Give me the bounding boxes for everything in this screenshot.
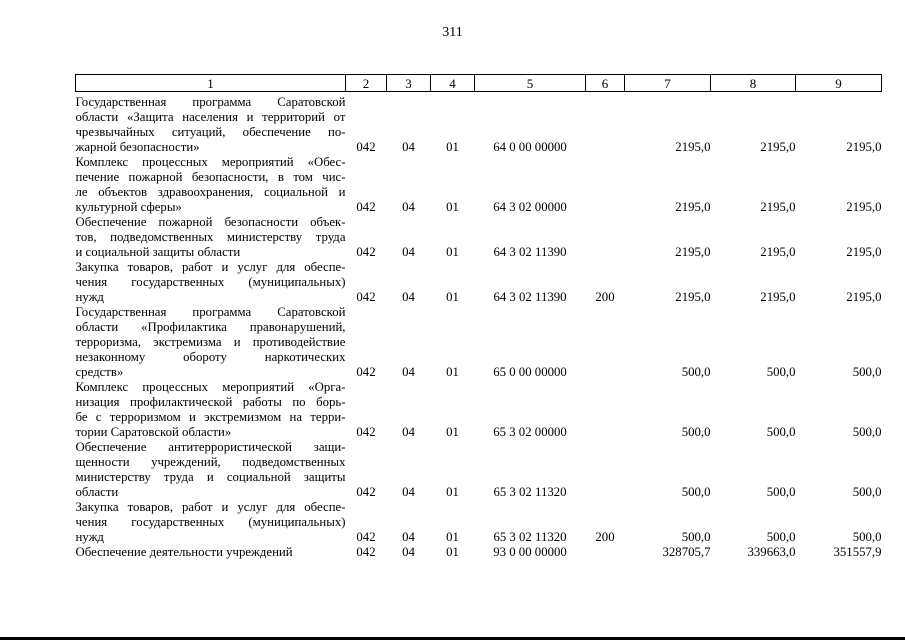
table-row — [76, 440, 882, 500]
cell-col-9: 2195,0 — [846, 290, 882, 304]
cell-col-3: 04 — [402, 200, 415, 214]
cell-col-2: 042 — [356, 485, 376, 499]
table-body — [76, 92, 882, 561]
cell-col-2: 042 — [356, 140, 376, 154]
cell-col-6 — [586, 215, 625, 260]
cell-col-4: 01 — [446, 200, 459, 214]
cell-col-3: 04 — [402, 545, 415, 559]
row-name-cell — [76, 380, 346, 440]
row-name-line: Государственная программа Саратовской — [75, 95, 346, 109]
cell-col-9: 500,0 — [852, 485, 882, 499]
row-name-line: бе с терроризмом и экстремизмом на терри- — [75, 410, 346, 424]
row-name-line: нужд — [75, 290, 104, 304]
row-name-line: средств» — [75, 365, 124, 379]
cell-col-7: 2195,0 — [675, 290, 711, 304]
cell-col-5: 64 0 00 00000 — [493, 140, 567, 154]
row-name-line: нужд — [75, 530, 104, 544]
table-row — [76, 215, 882, 260]
cell-col-2: 042 — [356, 290, 376, 304]
row-name-line: низация профилактической работы по борь- — [75, 395, 346, 409]
cell-col-4: 01 — [446, 530, 459, 544]
cell-col-6: 200 — [595, 290, 615, 304]
table-row — [76, 92, 882, 156]
row-name-line: области «Защита населения и территорий от — [75, 110, 346, 124]
row-name-line: области «Профилактика правонарушений, — [75, 320, 346, 334]
cell-col-6 — [586, 92, 625, 156]
row-name-line: области — [75, 485, 119, 499]
cell-col-9: 2195,0 — [846, 140, 882, 154]
row-name-line: чения государственных (муниципальных) — [75, 515, 346, 529]
cell-col-7: 500,0 — [681, 365, 711, 379]
cell-col-7: 500,0 — [681, 425, 711, 439]
cell-col-5: 65 0 00 00000 — [493, 365, 567, 379]
cell-col-3: 04 — [402, 290, 415, 304]
row-name-line: Комплекс процессных мероприятий «Орга- — [75, 380, 346, 394]
row-name-line: Обеспечение деятельности учреждений — [75, 545, 293, 559]
cell-col-2: 042 — [356, 245, 376, 259]
cell-col-4: 01 — [446, 485, 459, 499]
header-col-2: 2 — [346, 75, 387, 92]
row-name-line: культурной сферы» — [75, 200, 182, 214]
header-col-6: 6 — [586, 75, 625, 92]
cell-col-8: 500,0 — [766, 365, 796, 379]
budget-table — [75, 74, 882, 560]
cell-col-5: 64 3 02 00000 — [493, 200, 567, 214]
cell-col-8: 500,0 — [766, 530, 796, 544]
cell-col-3: 04 — [402, 365, 415, 379]
cell-col-8: 500,0 — [766, 425, 796, 439]
cell-col-4: 01 — [446, 245, 459, 259]
row-name-line: ле объектов здравоохранения, социальной и — [75, 185, 346, 199]
row-name-line: министерству труда и социальной защиты — [75, 470, 346, 484]
cell-col-9: 500,0 — [852, 425, 882, 439]
cell-col-7: 2195,0 — [675, 245, 711, 259]
cell-col-8: 500,0 — [766, 485, 796, 499]
cell-col-2: 042 — [356, 545, 376, 559]
row-name-line: незаконному обороту наркотических — [75, 350, 346, 364]
header-col-1: 1 — [76, 75, 346, 92]
cell-col-5: 65 3 02 11320 — [493, 485, 567, 499]
row-name-line: Закупка товаров, работ и услуг для обеспе- — [75, 500, 346, 514]
row-name-line: тории Саратовской области» — [75, 425, 232, 439]
cell-col-5: 64 3 02 11390 — [493, 290, 567, 304]
row-name-cell — [76, 305, 346, 380]
cell-col-6 — [586, 155, 625, 215]
row-name-line: и социальной защиты области — [75, 245, 241, 259]
cell-col-5: 93 0 00 00000 — [493, 545, 567, 559]
header-row — [76, 75, 882, 92]
cell-col-8: 2195,0 — [760, 290, 796, 304]
table-row — [76, 305, 882, 380]
table-row — [76, 500, 882, 545]
cell-col-7: 2195,0 — [675, 140, 711, 154]
cell-col-7: 328705,7 — [662, 545, 711, 559]
row-name-cell — [76, 500, 346, 545]
cell-col-9: 500,0 — [852, 365, 882, 379]
row-name-line: жарной безопасности» — [75, 140, 200, 154]
cell-col-7: 500,0 — [681, 485, 711, 499]
row-name-line: Комплекс процессных мероприятий «Обес- — [75, 155, 346, 169]
cell-col-6 — [586, 305, 625, 380]
row-name-cell — [76, 260, 346, 305]
cell-col-5: 64 3 02 11390 — [493, 245, 567, 259]
cell-col-9: 2195,0 — [846, 245, 882, 259]
header-col-9: 9 — [796, 75, 882, 92]
cell-col-4: 01 — [446, 290, 459, 304]
cell-col-6: 200 — [595, 530, 615, 544]
row-name-line: тов, подведомственных министерству труда — [75, 230, 346, 244]
cell-col-6 — [586, 545, 625, 560]
header-col-4: 4 — [431, 75, 475, 92]
cell-col-7: 500,0 — [681, 530, 711, 544]
cell-col-8: 2195,0 — [760, 140, 796, 154]
cell-col-3: 04 — [402, 245, 415, 259]
table-row — [76, 260, 882, 305]
cell-col-3: 04 — [402, 485, 415, 499]
cell-col-2: 042 — [356, 530, 376, 544]
row-name-line: печение пожарной безопасности, в том чис- — [75, 170, 346, 184]
cell-col-9: 500,0 — [852, 530, 882, 544]
header-col-8: 8 — [711, 75, 796, 92]
cell-col-8: 339663,0 — [747, 545, 796, 559]
cell-col-8: 2195,0 — [760, 200, 796, 214]
cell-col-2: 042 — [356, 200, 376, 214]
row-name-line: щенности учреждений, подведомственных — [75, 455, 346, 469]
cell-col-4: 01 — [446, 140, 459, 154]
table-row — [76, 155, 882, 215]
cell-col-2: 042 — [356, 425, 376, 439]
cell-col-4: 01 — [446, 425, 459, 439]
row-name-cell — [76, 92, 346, 156]
cell-col-4: 01 — [446, 545, 459, 559]
cell-col-9: 351557,9 — [833, 545, 882, 559]
cell-col-5: 65 3 02 00000 — [493, 425, 567, 439]
table-row — [76, 545, 882, 560]
row-name-line: Обеспечение пожарной безопасности объек- — [75, 215, 346, 229]
cell-col-3: 04 — [402, 140, 415, 154]
table-header — [76, 75, 882, 92]
table-row — [76, 380, 882, 440]
header-col-5: 5 — [475, 75, 586, 92]
row-name-line: Государственная программа Саратовской — [75, 305, 346, 319]
cell-col-6 — [586, 440, 625, 500]
header-col-7: 7 — [625, 75, 711, 92]
row-name-cell — [76, 215, 346, 260]
row-name-line: чрезвычайных ситуаций, обеспечение по- — [75, 125, 346, 139]
cell-col-3: 04 — [402, 530, 415, 544]
cell-col-8: 2195,0 — [760, 245, 796, 259]
cell-col-4: 01 — [446, 365, 459, 379]
row-name-line: чения государственных (муниципальных) — [75, 275, 346, 289]
row-name-cell — [76, 440, 346, 500]
row-name-line: Обеспечение антитеррористической защи- — [75, 440, 346, 454]
cell-col-6 — [586, 380, 625, 440]
row-name-line: терроризма, экстремизма и противодействие — [75, 335, 346, 349]
row-name-cell — [76, 545, 346, 560]
cell-col-7: 2195,0 — [675, 200, 711, 214]
row-name-line: Закупка товаров, работ и услуг для обеспе- — [75, 260, 346, 274]
cell-col-9: 2195,0 — [846, 200, 882, 214]
cell-col-3: 04 — [402, 425, 415, 439]
header-col-3: 3 — [387, 75, 431, 92]
row-name-cell — [76, 155, 346, 215]
cell-col-2: 042 — [356, 365, 376, 379]
cell-col-5: 65 3 02 11320 — [493, 530, 567, 544]
page-number: 311 — [442, 25, 463, 40]
